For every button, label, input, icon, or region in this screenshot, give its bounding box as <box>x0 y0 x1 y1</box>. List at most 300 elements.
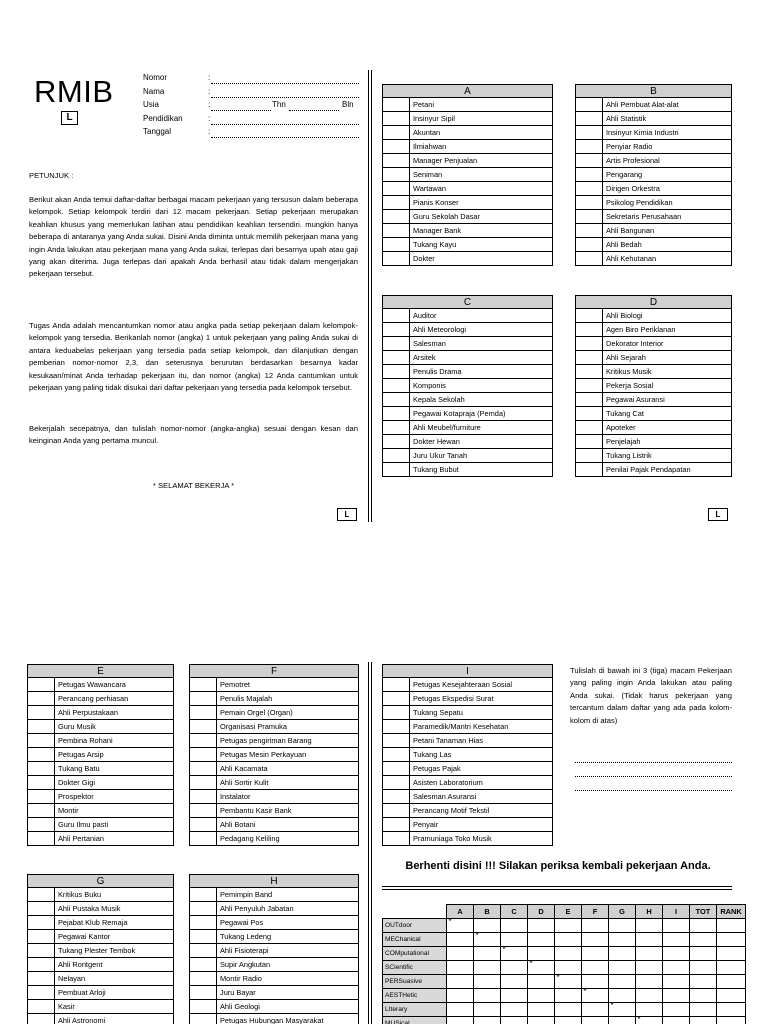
field-colon: : <box>208 113 211 123</box>
job-name: Ahli Meteorologi <box>410 323 553 337</box>
rank-input-cell[interactable] <box>190 916 217 930</box>
rank-input-cell[interactable] <box>190 818 217 832</box>
rank-input-cell[interactable] <box>383 776 410 790</box>
score-cell[interactable] <box>636 947 663 961</box>
job-row <box>190 986 359 1000</box>
score-cell[interactable] <box>447 989 474 1003</box>
score-cell[interactable] <box>690 1003 717 1017</box>
rank-input-cell[interactable] <box>383 309 410 323</box>
rank-input-cell[interactable] <box>383 393 410 407</box>
score-cell[interactable] <box>717 989 746 1003</box>
score-cell[interactable] <box>582 933 609 947</box>
divider-rule <box>382 886 732 890</box>
score-row <box>383 1017 746 1024</box>
job-row <box>28 930 174 944</box>
rank-input-cell[interactable] <box>576 98 603 112</box>
score-cell[interactable] <box>555 989 582 1003</box>
score-cell[interactable] <box>609 1003 636 1017</box>
score-cell[interactable] <box>528 919 555 933</box>
rank-input-cell[interactable] <box>28 930 55 944</box>
rank-input-cell[interactable] <box>383 182 410 196</box>
score-cell[interactable] <box>690 1017 717 1024</box>
score-cell[interactable] <box>717 1003 746 1017</box>
rank-input-cell[interactable] <box>190 944 217 958</box>
rank-input-cell[interactable] <box>576 421 603 435</box>
favorite-job-line-2[interactable] <box>575 776 732 777</box>
score-cell[interactable] <box>609 961 636 975</box>
rank-input-cell[interactable] <box>190 720 217 734</box>
rank-input-cell[interactable] <box>28 790 55 804</box>
rank-input-cell[interactable] <box>28 748 55 762</box>
rank-input-cell[interactable] <box>190 902 217 916</box>
job-row <box>28 720 174 734</box>
field-label: Usia <box>143 100 160 110</box>
rank-input-cell[interactable] <box>383 762 410 776</box>
field-line[interactable] <box>211 83 359 84</box>
job-name: Tukang Ledeng <box>217 930 359 944</box>
rank-input-cell[interactable] <box>383 720 410 734</box>
score-cell[interactable] <box>609 1017 636 1024</box>
job-name: Tukang Sepatu <box>410 706 553 720</box>
score-cell[interactable] <box>501 975 528 989</box>
job-name: Ahli Sortir Kulit <box>217 776 359 790</box>
job-name: Tukang Batu <box>55 762 174 776</box>
rank-input-cell[interactable] <box>28 958 55 972</box>
score-cell[interactable] <box>528 975 555 989</box>
rank-input-cell[interactable] <box>190 958 217 972</box>
score-cell[interactable] <box>690 919 717 933</box>
job-row <box>576 421 732 435</box>
field-line[interactable] <box>211 124 359 125</box>
score-cell[interactable] <box>474 989 501 1003</box>
rank-input-cell[interactable] <box>576 365 603 379</box>
rank-input-cell[interactable] <box>28 720 55 734</box>
score-cell[interactable] <box>447 919 474 933</box>
rank-input-cell[interactable] <box>383 112 410 126</box>
score-cell[interactable] <box>447 975 474 989</box>
rank-input-cell[interactable] <box>383 210 410 224</box>
group-table-h <box>189 874 359 1024</box>
rank-input-cell[interactable] <box>576 210 603 224</box>
score-cell[interactable] <box>717 961 746 975</box>
unit-months: Bln <box>342 100 354 110</box>
rank-input-cell[interactable] <box>190 832 217 846</box>
job-name: Penyair <box>410 818 553 832</box>
rank-input-cell[interactable] <box>383 351 410 365</box>
score-row <box>383 961 746 975</box>
job-row <box>576 379 732 393</box>
field-tanggal[interactable] <box>143 127 359 141</box>
job-row <box>576 407 732 421</box>
job-name: Sekretaris Perusahaan <box>603 210 732 224</box>
rank-input-cell[interactable] <box>28 776 55 790</box>
job-row <box>28 832 174 846</box>
job-name: Dokter Gigi <box>55 776 174 790</box>
rank-input-cell[interactable] <box>576 407 603 421</box>
score-cell[interactable] <box>582 1017 609 1024</box>
rank-input-cell[interactable] <box>28 902 55 916</box>
job-name: Agen Biro Periklanan <box>603 323 732 337</box>
rank-input-cell[interactable] <box>576 379 603 393</box>
job-name: Penyiar Radio <box>603 140 732 154</box>
score-cell[interactable] <box>717 1017 746 1024</box>
score-cell[interactable] <box>663 975 690 989</box>
score-cell[interactable] <box>474 1017 501 1024</box>
score-cell[interactable] <box>555 975 582 989</box>
score-row <box>383 919 746 933</box>
favorite-job-line-3[interactable] <box>575 790 732 791</box>
rank-input-cell[interactable] <box>28 762 55 776</box>
score-cell[interactable] <box>690 975 717 989</box>
job-row <box>190 944 359 958</box>
job-row <box>383 706 553 720</box>
rank-input-cell[interactable] <box>576 337 603 351</box>
rank-input-cell[interactable] <box>383 832 410 846</box>
score-cell[interactable] <box>663 1003 690 1017</box>
rank-input-cell[interactable] <box>190 776 217 790</box>
score-cell[interactable] <box>447 933 474 947</box>
rank-input-cell[interactable] <box>28 832 55 846</box>
score-cell[interactable] <box>663 989 690 1003</box>
rank-input-cell[interactable] <box>190 678 217 692</box>
score-cell[interactable] <box>447 961 474 975</box>
rank-input-cell[interactable] <box>383 407 410 421</box>
rank-input-cell[interactable] <box>190 986 217 1000</box>
rank-input-cell[interactable] <box>28 706 55 720</box>
score-cell[interactable] <box>663 947 690 961</box>
job-name: Pramuniaga Toko Musik <box>410 832 553 846</box>
job-row <box>383 365 553 379</box>
field-pendidikan[interactable] <box>143 114 359 128</box>
rank-input-cell[interactable] <box>190 692 217 706</box>
score-cell[interactable] <box>717 975 746 989</box>
rank-input-cell[interactable] <box>28 916 55 930</box>
identity-fields <box>143 73 359 141</box>
score-cell[interactable] <box>528 933 555 947</box>
field-line-years[interactable] <box>211 110 271 111</box>
rank-input-cell[interactable] <box>28 888 55 902</box>
job-name: Guru Sekolah Dasar <box>410 210 553 224</box>
score-cell[interactable] <box>582 919 609 933</box>
rank-input-cell[interactable] <box>190 1000 217 1014</box>
score-cell[interactable] <box>717 933 746 947</box>
job-name: Artis Profesional <box>603 154 732 168</box>
rank-input-cell[interactable] <box>576 449 603 463</box>
rank-input-cell[interactable] <box>383 435 410 449</box>
score-cell[interactable] <box>663 1017 690 1024</box>
score-cell[interactable] <box>555 1017 582 1024</box>
rank-input-cell[interactable] <box>383 196 410 210</box>
rank-input-cell[interactable] <box>383 449 410 463</box>
job-name: Auditor <box>410 309 553 323</box>
score-cell[interactable] <box>501 919 528 933</box>
score-cell[interactable] <box>582 947 609 961</box>
score-cell[interactable] <box>474 1003 501 1017</box>
rank-input-cell[interactable] <box>28 804 55 818</box>
job-row <box>28 804 174 818</box>
job-row <box>28 916 174 930</box>
rank-input-cell[interactable] <box>190 1014 217 1024</box>
job-name: Pembuat Arloji <box>55 986 174 1000</box>
rank-input-cell[interactable] <box>28 972 55 986</box>
job-row <box>383 762 553 776</box>
group-header: C <box>383 296 553 309</box>
rank-input-cell[interactable] <box>383 168 410 182</box>
group-header: F <box>190 665 359 678</box>
job-row <box>190 972 359 986</box>
score-cell[interactable] <box>474 975 501 989</box>
job-row <box>383 168 553 182</box>
rank-input-cell[interactable] <box>190 888 217 902</box>
page-mark-left: L <box>337 508 357 521</box>
job-name: Guru Musik <box>55 720 174 734</box>
job-row <box>576 238 732 252</box>
score-cell[interactable] <box>609 919 636 933</box>
job-row <box>383 407 553 421</box>
instructions-paragraph-1: Berikut akan Anda temui daftar-daftar berbagai macam pekerjaan yang tersusun dalam beberapa kelompok. Setiap kelompok terdiri dari 12 macam pekerjaan. Setiap pekerjaan merupakan keahlian khusus yang memerlukan latihan atau pendidikan keahlian tersendiri. mungkin hanya beberapa di antaranya yang Anda sukai. Disini Anda diminta untuk memilih pekerjaan mana yang ingin Anda lakukan atau pekerjaan mana yang Anda sukai, terlepas dari besarnya upah atau gaji yang akan diterima. Juga terlepas dari apakah Anda berhasil atau tidak dalam mengerjakan pekerjaan tersebut. <box>29 195 358 279</box>
form-title: RMIB <box>34 74 114 109</box>
job-name: Penilai Pajak Pendapatan <box>603 463 732 477</box>
rank-input-cell[interactable] <box>190 790 217 804</box>
score-cell[interactable] <box>690 961 717 975</box>
score-cell[interactable] <box>636 961 663 975</box>
score-cell[interactable] <box>474 947 501 961</box>
score-cell[interactable] <box>690 989 717 1003</box>
score-cell[interactable] <box>528 961 555 975</box>
diagonal-star-mark: * <box>610 1001 614 1010</box>
job-row <box>576 252 732 266</box>
score-cell[interactable] <box>582 1003 609 1017</box>
score-column-header: D <box>528 905 555 919</box>
job-name: Ahli Statistik <box>603 112 732 126</box>
job-name: Ahli Botani <box>217 818 359 832</box>
score-cell[interactable] <box>447 1003 474 1017</box>
rank-input-cell[interactable] <box>576 168 603 182</box>
rank-input-cell[interactable] <box>190 748 217 762</box>
score-cell[interactable] <box>528 989 555 1003</box>
rank-input-cell[interactable] <box>576 224 603 238</box>
score-cell[interactable] <box>690 947 717 961</box>
instructions-paragraph-2: Tugas Anda adalah mencantumkan nomor atau angka pada setiap pekerjaan dalam kelompok-kelompok yang tersedia. Berikanlah nomor (angka) 1 untuk pekerjaan yang paling Anda sukai di antara keduabelas pekerjaan yang tersedia pada setiap kelompok, dan dilanjutkan dengan pemberian nomor-nomor 2,3, dan seterusnya berurutan berdasarkan besarnya kadar kesukaan/minat Anda terhadap pekerjaan itu, dan nomor (angka) 12 Anda cantumkan untuk pekerjaan yang paling tidak disukai dari daftar pekerjaan yang tersedia pada kelompok tersebut. <box>29 321 358 393</box>
rank-input-cell[interactable] <box>576 126 603 140</box>
rank-input-cell[interactable] <box>190 706 217 720</box>
score-cell[interactable] <box>663 933 690 947</box>
score-cell[interactable] <box>528 1003 555 1017</box>
job-name: Ahli Penyuluh Jabatan <box>217 902 359 916</box>
rank-input-cell[interactable] <box>190 804 217 818</box>
rank-input-cell[interactable] <box>383 323 410 337</box>
job-row <box>576 463 732 477</box>
score-cell[interactable] <box>663 961 690 975</box>
rank-input-cell[interactable] <box>576 154 603 168</box>
rank-input-cell[interactable] <box>576 323 603 337</box>
rank-input-cell[interactable] <box>28 986 55 1000</box>
job-row <box>576 393 732 407</box>
rank-input-cell[interactable] <box>383 692 410 706</box>
rank-input-cell[interactable] <box>383 818 410 832</box>
score-column-header: RANK <box>717 905 746 919</box>
rank-input-cell[interactable] <box>383 463 410 477</box>
rank-input-cell[interactable] <box>383 734 410 748</box>
rank-input-cell[interactable] <box>383 98 410 112</box>
favorite-job-line-1[interactable] <box>575 762 732 763</box>
rank-input-cell[interactable] <box>190 762 217 776</box>
group-table-c <box>382 295 553 477</box>
job-name: Manager Bank <box>410 224 553 238</box>
interest-category-label: PERSuasive <box>383 975 447 989</box>
rank-input-cell[interactable] <box>576 182 603 196</box>
score-cell[interactable] <box>474 961 501 975</box>
job-row <box>190 930 359 944</box>
rank-input-cell[interactable] <box>28 734 55 748</box>
job-row <box>190 734 359 748</box>
job-row <box>576 182 732 196</box>
job-name: Nelayan <box>55 972 174 986</box>
job-row <box>576 196 732 210</box>
diagonal-star-mark: * <box>475 931 479 940</box>
score-cell[interactable] <box>447 1017 474 1024</box>
rank-input-cell[interactable] <box>576 309 603 323</box>
rank-input-cell[interactable] <box>190 734 217 748</box>
job-name: Petugas Arsip <box>55 748 174 762</box>
score-cell[interactable] <box>609 947 636 961</box>
score-column-header: B <box>474 905 501 919</box>
score-cell[interactable] <box>447 947 474 961</box>
rank-input-cell[interactable] <box>576 112 603 126</box>
rank-input-cell[interactable] <box>28 818 55 832</box>
rank-input-cell[interactable] <box>383 678 410 692</box>
stop-instruction: Berhenti disini !!! Silakan periksa kembali pekerjaan Anda. <box>405 860 711 872</box>
score-cell[interactable] <box>717 947 746 961</box>
job-row <box>383 238 553 252</box>
score-cell[interactable] <box>636 933 663 947</box>
job-row <box>28 944 174 958</box>
score-cell[interactable] <box>555 919 582 933</box>
job-row <box>576 140 732 154</box>
rank-input-cell[interactable] <box>383 748 410 762</box>
job-row <box>383 210 553 224</box>
field-line-months[interactable] <box>289 110 339 111</box>
rank-input-cell[interactable] <box>190 930 217 944</box>
rank-input-cell[interactable] <box>383 337 410 351</box>
score-cell[interactable] <box>501 961 528 975</box>
score-cell[interactable] <box>555 933 582 947</box>
job-name: Ilmiahwan <box>410 140 553 154</box>
rank-input-cell[interactable] <box>28 1000 55 1014</box>
score-column-header: F <box>582 905 609 919</box>
rank-input-cell[interactable] <box>383 804 410 818</box>
score-cell[interactable] <box>636 919 663 933</box>
score-cell[interactable] <box>609 933 636 947</box>
rank-input-cell[interactable] <box>383 421 410 435</box>
score-cell[interactable] <box>528 1017 555 1024</box>
job-row <box>576 224 732 238</box>
field-line[interactable] <box>211 137 359 138</box>
job-name: Petugas Hubungan Masyarakat <box>217 1014 359 1024</box>
rank-input-cell[interactable] <box>576 435 603 449</box>
rank-input-cell[interactable] <box>28 1014 55 1024</box>
score-cell[interactable] <box>582 989 609 1003</box>
score-cell[interactable] <box>501 947 528 961</box>
score-cell[interactable] <box>555 947 582 961</box>
job-row <box>576 449 732 463</box>
job-name: Kepala Sekolah <box>410 393 553 407</box>
field-colon: : <box>208 73 211 82</box>
rank-input-cell[interactable] <box>576 238 603 252</box>
rank-input-cell[interactable] <box>383 224 410 238</box>
rank-input-cell[interactable] <box>28 692 55 706</box>
job-row <box>576 98 732 112</box>
group-header: G <box>28 875 174 888</box>
rank-input-cell[interactable] <box>383 140 410 154</box>
rank-input-cell[interactable] <box>190 972 217 986</box>
score-cell[interactable] <box>474 933 501 947</box>
score-row <box>383 947 746 961</box>
job-name: Asisten Laboratorium <box>410 776 553 790</box>
field-label: Tanggal <box>143 127 172 137</box>
score-cell[interactable] <box>717 919 746 933</box>
rank-input-cell[interactable] <box>28 678 55 692</box>
rank-input-cell[interactable] <box>383 238 410 252</box>
rank-input-cell[interactable] <box>383 365 410 379</box>
rank-input-cell[interactable] <box>576 252 603 266</box>
field-colon: : <box>208 127 211 137</box>
rank-input-cell[interactable] <box>383 126 410 140</box>
job-name: Penulis Majalah <box>217 692 359 706</box>
job-row <box>28 734 174 748</box>
score-cell[interactable] <box>555 1003 582 1017</box>
interest-category-label: AESTHetic <box>383 989 447 1003</box>
job-name: Insinyur Kimia Industri <box>603 126 732 140</box>
field-nomor[interactable] <box>143 73 359 87</box>
rank-input-cell[interactable] <box>576 393 603 407</box>
job-name: Ahli Biologi <box>603 309 732 323</box>
job-row <box>190 804 359 818</box>
job-row <box>576 337 732 351</box>
rank-input-cell[interactable] <box>383 790 410 804</box>
job-name: Kritikus Musik <box>603 365 732 379</box>
field-line[interactable] <box>211 97 359 98</box>
rank-input-cell[interactable] <box>576 351 603 365</box>
score-cell[interactable] <box>609 975 636 989</box>
score-cell[interactable] <box>501 989 528 1003</box>
score-column-header: H <box>636 905 663 919</box>
rank-input-cell[interactable] <box>383 154 410 168</box>
group-header: B <box>576 85 732 98</box>
rank-input-cell[interactable] <box>383 706 410 720</box>
rank-input-cell[interactable] <box>28 944 55 958</box>
score-cell[interactable] <box>690 933 717 947</box>
score-cell[interactable] <box>501 1017 528 1024</box>
rank-input-cell[interactable] <box>576 196 603 210</box>
group-table-d <box>575 295 732 477</box>
score-cell[interactable] <box>636 989 663 1003</box>
score-corner <box>383 905 447 919</box>
score-cell[interactable] <box>663 919 690 933</box>
rank-input-cell[interactable] <box>576 463 603 477</box>
rank-input-cell[interactable] <box>576 140 603 154</box>
score-cell[interactable] <box>582 961 609 975</box>
field-nama[interactable] <box>143 87 359 101</box>
score-cell[interactable] <box>636 975 663 989</box>
group-table-e <box>27 664 174 846</box>
field-usia[interactable] <box>143 100 359 114</box>
rank-input-cell[interactable] <box>383 252 410 266</box>
score-cell[interactable] <box>636 1017 663 1024</box>
rank-input-cell[interactable] <box>383 379 410 393</box>
score-cell[interactable] <box>501 1003 528 1017</box>
job-row <box>383 435 553 449</box>
